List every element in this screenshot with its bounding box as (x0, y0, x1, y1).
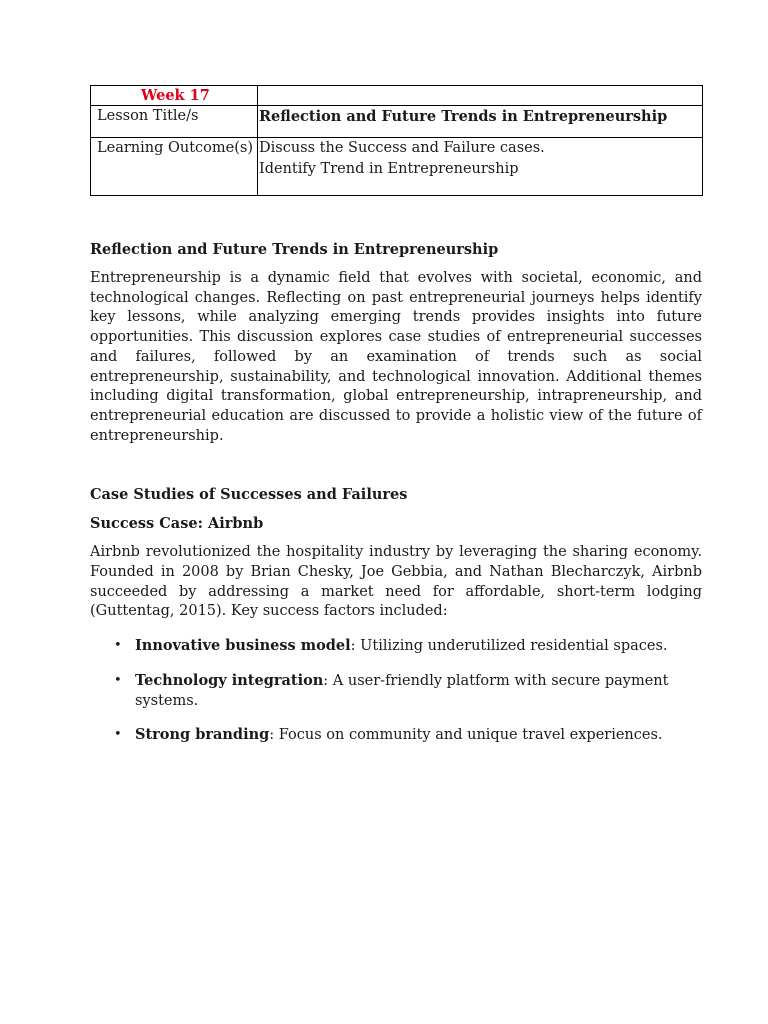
learning-outcome-row (91, 138, 703, 196)
bullet-icon: • (114, 672, 122, 688)
week-empty-cell (258, 86, 703, 106)
learning-outcome-line-1: Discuss the Success and Failure cases. (259, 140, 545, 156)
learning-outcome-line-2: Identify Trend in Entrepreneurship (259, 161, 519, 177)
factor-term: Strong branding (135, 726, 270, 744)
learning-outcome-value (258, 138, 703, 196)
lesson-title-value: Reflection and Future Trends in Entrepreneurship (258, 106, 703, 138)
reflection-heading: Reflection and Future Trends in Entrepreneurship (90, 241, 499, 258)
list-item (90, 671, 702, 711)
factor-description: : A user-friendly platform with secure payment systems. (135, 672, 669, 709)
learning-outcome-label: Learning Outcome(s) (91, 138, 258, 196)
success-factors-list (90, 636, 702, 746)
document-page (90, 85, 702, 760)
week-row (91, 86, 703, 106)
bullet-icon: • (114, 638, 122, 654)
week-label: Week 17 (141, 87, 210, 104)
factor-description: : Utilizing underutilized residential spaces. (350, 638, 668, 655)
lesson-title-row (91, 106, 703, 138)
success-case-heading: Success Case: Airbnb (90, 515, 264, 533)
factor-term: Innovative business model (135, 637, 351, 655)
week-cell (91, 86, 258, 106)
lesson-info-table (90, 85, 703, 196)
airbnb-paragraph: Airbnb revolutionized the hospitality industry by leveraging the sharing economy. Founded in 2008 by Brian Chesky, Joe Gebbia, and Nathan Blecharczyk, Airbnb succeeded by addressing a market need for affordable, short-term lodging (Guttentag, 2015). Key success factors included: (90, 544, 702, 620)
factor-description: : Focus on community and unique travel experiences. (269, 727, 663, 744)
bullet-icon: • (114, 727, 122, 743)
factor-term: Technology integration (135, 671, 324, 689)
list-item (90, 636, 702, 657)
case-studies-heading: Case Studies of Successes and Failures (90, 486, 408, 504)
list-item (90, 725, 702, 746)
intro-paragraph: Entrepreneurship is a dynamic field that evolves with societal, economic, and technological changes. Reflecting on past entrepreneurial journeys helps identify key lessons, while analyzing emerging trends provides insights into future opportunities. This discussion explores case studies of entrepreneurial successes and failures, followed by an examination of trends such as social entrepreneurship, sustainability, and technological innovation. Additional themes including digital transformation, global entrepreneurship, intrapreneurship, and entrepreneurial education are discussed to provide a holistic view of the future of entrepreneurship. (90, 270, 702, 444)
lesson-title-label: Lesson Title/s (91, 106, 258, 138)
